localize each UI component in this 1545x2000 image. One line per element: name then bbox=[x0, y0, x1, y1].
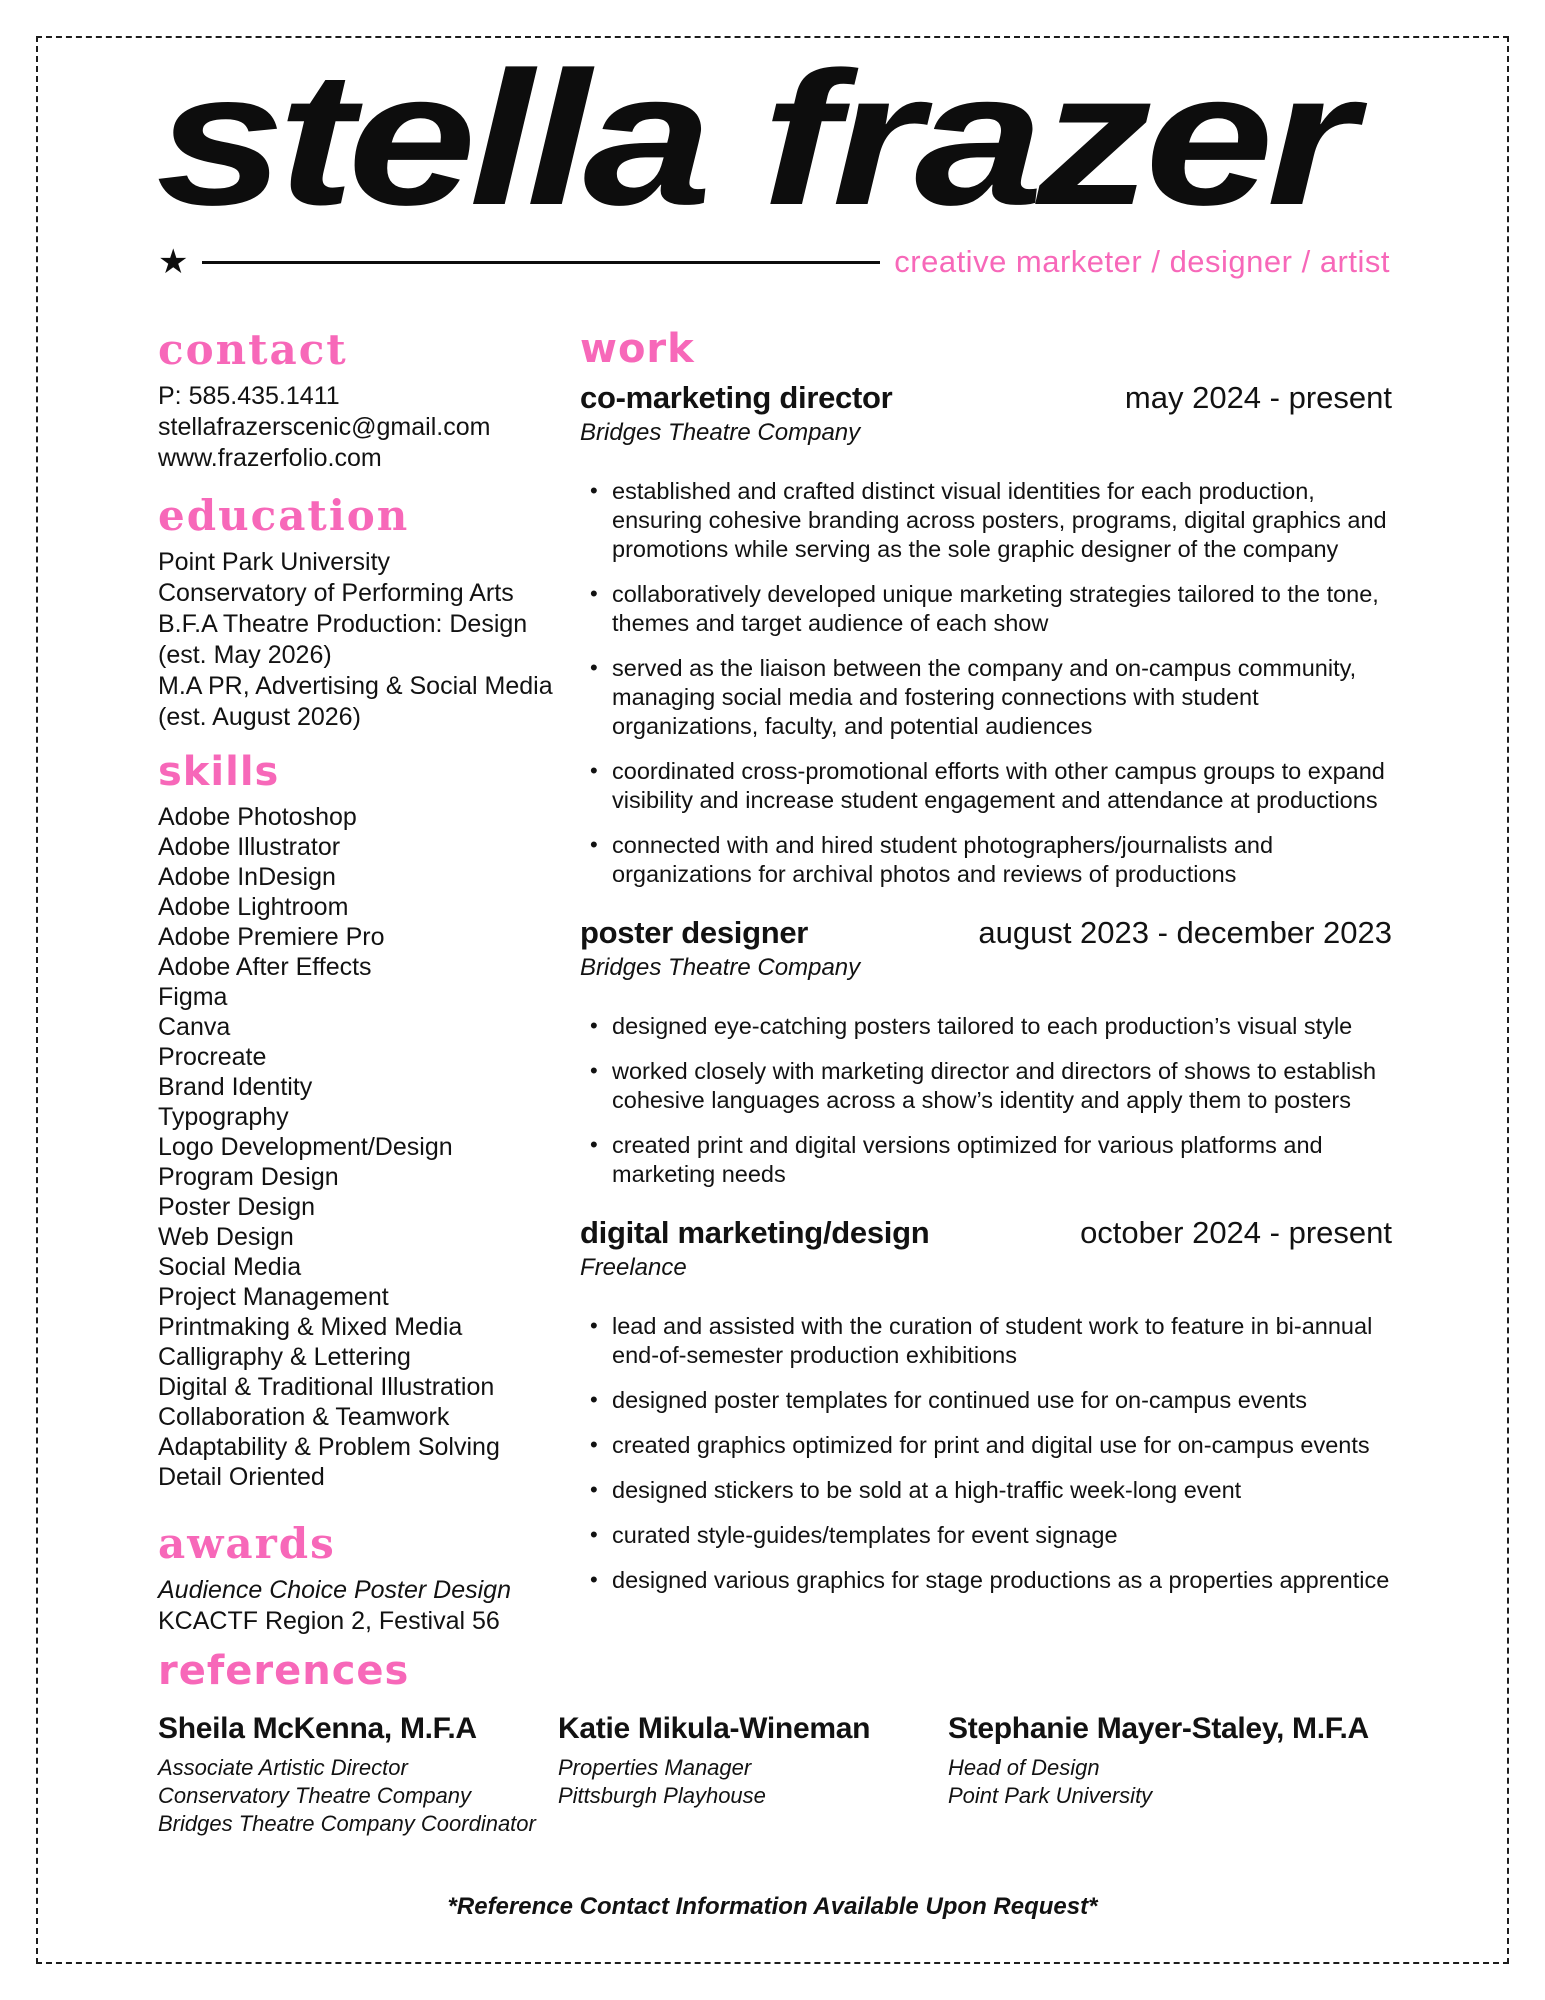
job-bullet: • established and crafted distinct visual identities for each production, ensuring cohesive branding across posters, programs, digital graphics and promotions while serving as the sole graphic designer of the company bbox=[580, 477, 1392, 564]
skill-item: Typography bbox=[158, 1103, 289, 1132]
job-bullet: • created graphics optimized for print and digital use for on-campus events bbox=[580, 1431, 1392, 1460]
job-bullet: • coordinated cross-promotional efforts with other campus groups to expand visibility and increase student engagement and attendance at productions bbox=[580, 757, 1392, 815]
references-section bbox=[158, 1650, 1398, 1838]
job-bullet: • created print and digital versions optimized for various platforms and marketing needs bbox=[580, 1131, 1392, 1189]
skill-item: Poster Design bbox=[158, 1193, 316, 1222]
job-bullet-list bbox=[580, 477, 1392, 889]
skill-item: Program Design bbox=[158, 1163, 339, 1192]
job-title-row bbox=[580, 380, 1392, 416]
job-company: Freelance bbox=[580, 1254, 687, 1281]
education-line: (est. May 2026) bbox=[158, 641, 332, 670]
skill-item: Adobe Lightroom bbox=[158, 893, 349, 922]
job-dates: august 2023 - december 2023 bbox=[978, 915, 1392, 950]
education-line: Conservatory of Performing Arts bbox=[158, 579, 514, 608]
contact-section bbox=[158, 325, 588, 474]
skill-item: Logo Development/Design bbox=[158, 1133, 453, 1162]
skill-item: Canva bbox=[158, 1013, 231, 1042]
job-title-row bbox=[580, 1215, 1392, 1251]
divider-line bbox=[202, 261, 880, 264]
education-line: Point Park University bbox=[158, 548, 391, 577]
job-title: poster designer bbox=[580, 915, 809, 950]
reference-name: Stephanie Mayer-Staley, M.F.A bbox=[948, 1712, 1369, 1745]
skill-item: Detail Oriented bbox=[158, 1463, 325, 1492]
skill-item: Printmaking & Mixed Media bbox=[158, 1313, 463, 1342]
skill-item: Adobe Premiere Pro bbox=[158, 923, 385, 952]
job-bullet: • curated style-guides/templates for event signage bbox=[580, 1521, 1392, 1550]
star-icon: ★ bbox=[158, 243, 189, 281]
contact-heading: contact bbox=[158, 325, 348, 374]
reference-detail: Properties Manager bbox=[558, 1755, 752, 1780]
reference-detail: Pittsburgh Playhouse bbox=[558, 1783, 766, 1808]
job-bullet: • connected with and hired student photographers/journalists and organizations for archival photos and reviews of productions bbox=[580, 831, 1392, 889]
skill-item: Social Media bbox=[158, 1253, 302, 1282]
reference-name: Katie Mikula-Wineman bbox=[558, 1712, 871, 1745]
education-line: M.A PR, Advertising & Social Media bbox=[158, 672, 553, 701]
skill-item: Adobe Photoshop bbox=[158, 803, 357, 832]
skill-item: Collaboration & Teamwork bbox=[158, 1403, 450, 1432]
skill-item: Web Design bbox=[158, 1223, 294, 1252]
education-line: B.F.A Theatre Production: Design bbox=[158, 610, 528, 639]
skill-item: Adobe Illustrator bbox=[158, 833, 341, 862]
reference-detail: Associate Artistic Director bbox=[158, 1755, 408, 1780]
work-column bbox=[580, 328, 1392, 1611]
job-company: Bridges Theatre Company bbox=[580, 954, 861, 981]
awards-heading: awards bbox=[158, 1519, 336, 1569]
footer-note: *Reference Contact Information Available Upon Request* bbox=[447, 1893, 1098, 1920]
skill-item: Calligraphy & Lettering bbox=[158, 1343, 411, 1372]
job-bullet-list bbox=[580, 1312, 1392, 1595]
skill-item: Figma bbox=[158, 983, 228, 1012]
job-entry bbox=[580, 380, 1392, 889]
job-company: Bridges Theatre Company bbox=[580, 419, 861, 446]
email-text: stellafrazerscenic@gmail.com bbox=[158, 413, 491, 442]
job-bullet: • designed eye-catching posters tailored to each production’s visual style bbox=[580, 1012, 1392, 1041]
education-heading: education bbox=[158, 491, 410, 541]
page-title: stella frazer bbox=[156, 33, 1350, 245]
skill-item: Project Management bbox=[158, 1283, 389, 1312]
skill-item: Adobe After Effects bbox=[158, 953, 372, 982]
reference-detail: Head of Design bbox=[948, 1755, 1100, 1780]
job-title: digital marketing/design bbox=[580, 1215, 930, 1250]
reference-entry bbox=[558, 1712, 948, 1838]
skill-item: Brand Identity bbox=[158, 1073, 313, 1102]
reference-name: Sheila McKenna, M.F.A bbox=[158, 1712, 477, 1745]
reference-detail: Point Park University bbox=[948, 1783, 1153, 1808]
job-bullet: • lead and assisted with the curation of student work to feature in bi-annual end-of-semester production exhibitions bbox=[580, 1312, 1392, 1370]
skills-section bbox=[158, 751, 588, 1492]
award-detail: KCACTF Region 2, Festival 56 bbox=[158, 1607, 500, 1636]
reference-detail: Conservatory Theatre Company bbox=[158, 1783, 472, 1808]
job-entry bbox=[580, 915, 1392, 1189]
skill-item: Adobe InDesign bbox=[158, 863, 336, 892]
skill-item: Adaptability & Problem Solving bbox=[158, 1433, 500, 1462]
job-title-row bbox=[580, 915, 1392, 951]
job-bullet: • designed various graphics for stage productions as a properties apprentice bbox=[580, 1566, 1392, 1595]
job-dates: may 2024 - present bbox=[1124, 380, 1392, 415]
job-bullet: • designed stickers to be sold at a high-traffic week-long event bbox=[580, 1476, 1392, 1505]
left-column bbox=[158, 325, 588, 1637]
phone-text: P: 585.435.1411 bbox=[158, 382, 340, 411]
job-entry bbox=[580, 1215, 1392, 1595]
work-heading: work bbox=[580, 326, 695, 372]
reference-entry bbox=[948, 1712, 1398, 1838]
job-bullet: • designed poster templates for continued use for on-campus events bbox=[580, 1386, 1392, 1415]
job-bullet: • served as the liaison between the company and on-campus community, managing social media and fostering connections with student organizations, faculty, and potential audiences bbox=[580, 654, 1392, 741]
website-text: www.frazerfolio.com bbox=[158, 444, 382, 473]
job-bullet-list bbox=[580, 1012, 1392, 1189]
job-title: co-marketing director bbox=[580, 380, 893, 415]
job-bullet: • worked closely with marketing director and directors of shows to establish cohesive languages across a show’s identity and apply them to posters bbox=[580, 1057, 1392, 1115]
awards-section bbox=[158, 1519, 588, 1637]
education-section bbox=[158, 491, 588, 733]
tagline-row bbox=[158, 244, 1390, 280]
reference-entry bbox=[158, 1712, 558, 1838]
skill-item: Digital & Traditional Illustration bbox=[158, 1373, 495, 1402]
education-line: (est. August 2026) bbox=[158, 703, 361, 732]
tagline: creative marketer / designer / artist bbox=[894, 244, 1390, 279]
references-heading: references bbox=[158, 1648, 410, 1694]
skills-heading: skills bbox=[158, 749, 280, 796]
references-columns bbox=[158, 1712, 1398, 1838]
job-dates: october 2024 - present bbox=[1080, 1215, 1392, 1250]
award-title: Audience Choice Poster Design bbox=[158, 1576, 511, 1605]
job-bullet: • collaboratively developed unique marketing strategies tailored to the tone, themes and target audience of each show bbox=[580, 580, 1392, 638]
skill-item: Procreate bbox=[158, 1043, 267, 1072]
reference-detail: Bridges Theatre Company Coordinator bbox=[158, 1811, 536, 1836]
